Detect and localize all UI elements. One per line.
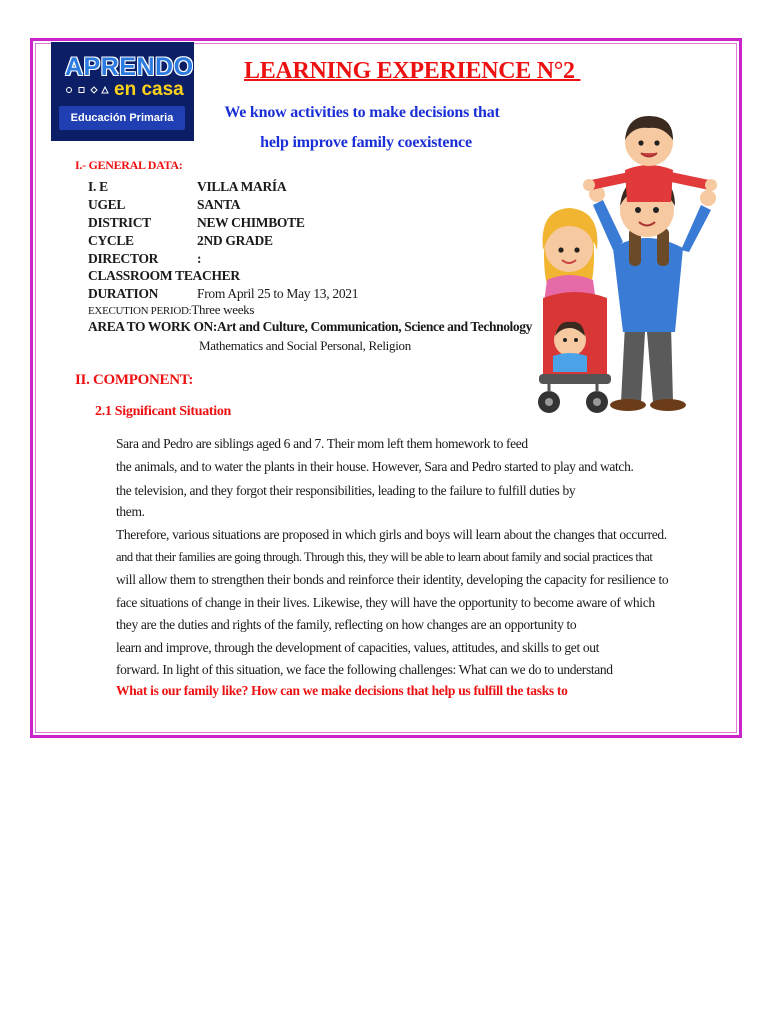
aprendo-en-casa-logo: [51, 42, 194, 141]
paragraph-line: them.: [116, 504, 145, 519]
paragraph-line: and that their families are going through. Through this, they will be able to learn about family and social practices that: [116, 550, 653, 564]
execution-label: EXECUTION PERIOD:: [88, 305, 192, 317]
row-value: NEW CHIMBOTE: [197, 215, 305, 230]
significant-situation-heading: 2.1 Significant Situation: [95, 404, 232, 419]
area-label: AREA TO WORK ON:: [88, 319, 218, 334]
area-value-line-1: Art and Culture, Communication, Science and Technology: [217, 319, 532, 334]
document-title: LEARNING EXPERIENCE N°2: [244, 58, 581, 84]
row-label: UGEL: [88, 197, 126, 212]
paragraph-line: Therefore, various situations are proposed in which girls and boys will learn about the changes that occurred.: [116, 527, 667, 542]
row-label: DIRECTOR: [88, 251, 159, 266]
row-label: DURATION: [88, 286, 159, 301]
row-label: DISTRICT: [88, 215, 151, 230]
row-value: :: [197, 251, 202, 266]
row-value: 2ND GRADE: [197, 233, 273, 248]
component-heading: II. COMPONENT:: [75, 372, 194, 388]
general-data-heading: I.- GENERAL DATA:: [75, 158, 183, 172]
paragraph-line: learn and improve, through the development of capacities, values, attitudes, and skills to get out: [116, 640, 600, 655]
row-label: CYCLE: [88, 233, 134, 248]
area-value-line-2: Mathematics and Social Personal, Religion: [199, 338, 411, 353]
execution-value: Three weeks: [191, 302, 255, 317]
paragraph-line: they are the duties and rights of the family, reflecting on how changes are an opportunity to: [116, 617, 577, 632]
paragraph-line: Sara and Pedro are siblings aged 6 and 7. Their mom left them homework to feed: [116, 436, 528, 451]
document-subtitle-line-2: help improve family coexistence: [260, 134, 472, 151]
row-value: From April 25 to May 13, 2021: [197, 286, 359, 301]
paragraph-line: face situations of change in their lives. Likewise, they will have the opportunity to become aware of which: [116, 595, 655, 610]
paragraph-line: forward. In light of this situation, we face the following challenges: What can we do to understand: [116, 662, 613, 677]
row-label: CLASSROOM TEACHER: [88, 268, 240, 283]
execution-period: [88, 302, 254, 318]
logo-shapes-icon: [65, 86, 113, 94]
paragraph-line: the animals, and to water the plants in their house. However, Sara and Pedro started to play and watch.: [116, 459, 634, 474]
paragraph-line: will allow them to strengthen their bonds and reinforce their identity, developing the capacity for resilience to: [116, 572, 669, 587]
logo-subtitle: en casa: [114, 79, 184, 100]
area-to-work-on: [88, 319, 532, 335]
family-illustration: [525, 110, 725, 422]
challenge-question: What is our family like? How can we make decisions that help us fulfill the tasks to: [116, 683, 568, 698]
logo-title: APRENDO: [65, 53, 194, 81]
row-label: I. E: [88, 179, 108, 194]
logo-education-level: Educación Primaria: [59, 106, 185, 130]
row-value: VILLA MARÍA: [197, 179, 287, 194]
row-value: SANTA: [197, 197, 241, 212]
document-subtitle-line-1: We know activities to make decisions that: [224, 104, 500, 121]
paragraph-line: the television, and they forgot their responsibilities, leading to the failure to fulfill duties by: [116, 483, 576, 498]
